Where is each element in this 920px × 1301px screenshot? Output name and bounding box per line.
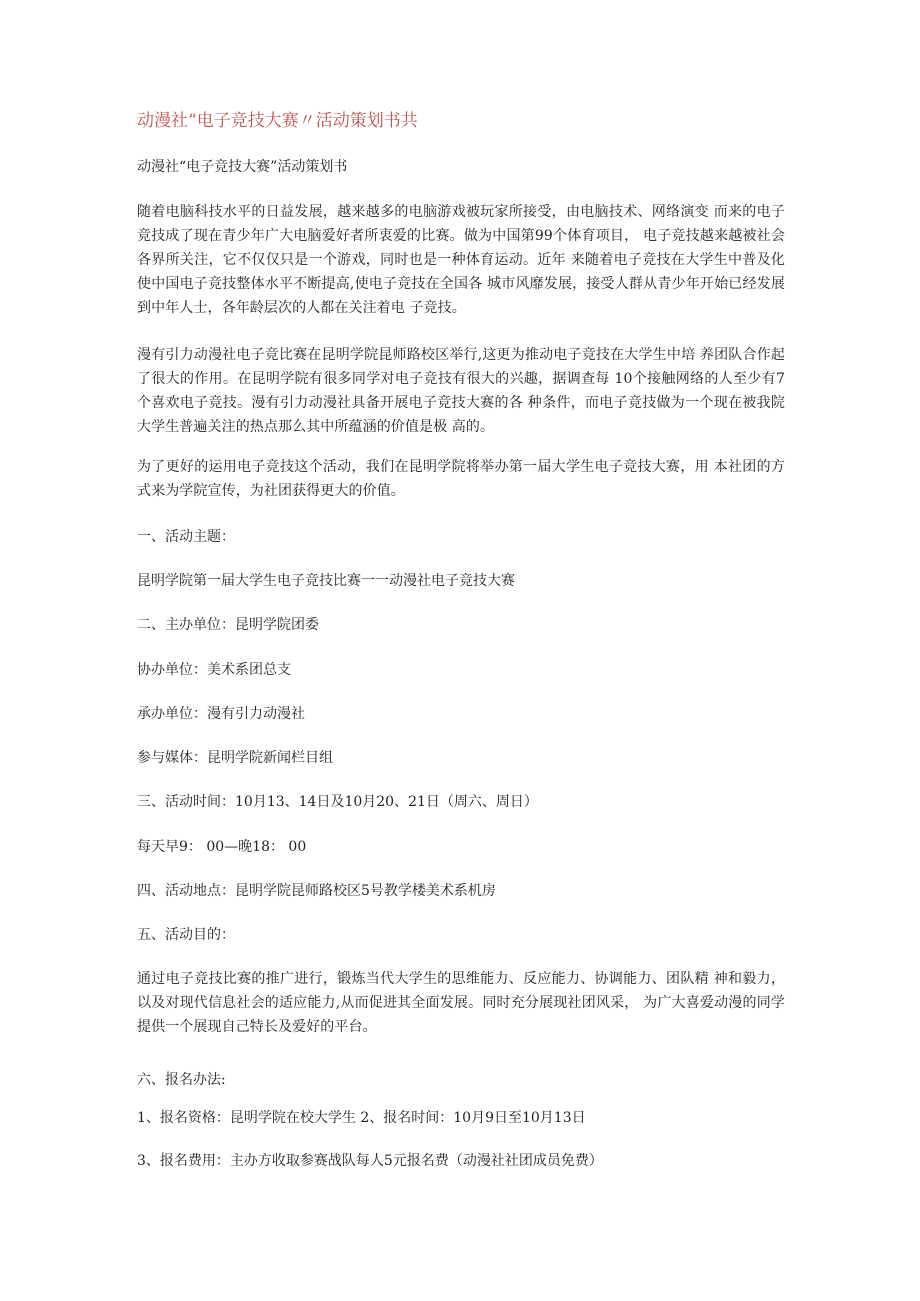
purpose-heading: 五、活动目的： bbox=[137, 927, 235, 943]
purpose-paragraph: 通过电子竞技比赛的推广进行，锻炼当代大学生的思维能力、反应能力、协调能力、团队精 神和毅力，以及对现代信息社会的适应能力,从而促进其全面发展。同时充分展现社团风采， 为广大喜爱动漫的同学提供一个展现自己特长及爱好的平台。 bbox=[137, 971, 785, 1035]
theme-text: 昆明学院第一届大学生电子竞技比赛一一动漫社电子竞技大赛 bbox=[137, 573, 515, 589]
host-line: 二、主办单位：昆明学院团委 bbox=[137, 617, 319, 633]
document-title: 动漫社“电子竞技大赛〃活动策划书共 bbox=[137, 111, 418, 131]
organizer-line: 承办单位：漫有引力动漫社 bbox=[137, 706, 305, 722]
media-line: 参与媒体：昆明学院新闻栏目组 bbox=[137, 750, 333, 766]
registration-heading: 六、报名办法: bbox=[137, 1072, 226, 1088]
registration-line-2: 3、报名费用：主办方收取参赛战队每人5元报名费（动漫社社团成员免费） bbox=[137, 1153, 603, 1169]
club-paragraph: 漫有引力动漫社电子竞比赛在昆明学院昆师路校区举行,这更为推动电子竞技在大学生中培 养团队合作起了很大的作用。在昆明学院有很多同学对电子竞技有很大的兴趣，据调查每 10个接触网络的人至少有7个喜欢电子竞技。漫有引力动漫社具备开展电子竞技大赛的各 种条件，而电子竞技做为一个现在被我院大学生普遍关注的热点那么其中所蕴涵的价值是极 高的。 bbox=[137, 347, 785, 435]
theme-heading: 一、活动主题： bbox=[137, 529, 235, 545]
daily-hours: 每天早9： 00—晚18： 00 bbox=[137, 839, 307, 855]
registration-line-1: 1、报名资格：昆明学院在校大学生 2、报名时间：10月9日至10月13日 bbox=[137, 1110, 586, 1126]
venue-line: 四、活动地点：昆明学院昆师路校区5号教学楼美术系机房 bbox=[137, 883, 496, 899]
co-host-line: 协办单位：美术系团总支 bbox=[137, 662, 291, 678]
intro-paragraph: 随着电脑科技水平的日益发展，越来越多的电脑游戏被玩家所接受，由电脑技术、网络演变 而来的电子竞技成了现在青少年广大电脑爱好者所衷爱的比赛。做为中国第99个体育项目， 电子竞技越来越被社会各界所关注，它不仅仅只是一个游戏，同时也是一种体育运动。近年 来随着电子竞技在大学生中普及化使中国电子竞技整体水平不断提高,使电子竞技在全国各 城市风靡发展，接受人群从青少年开始已经发展到中年人士，各年龄层次的人都在关注着电 子竞技。 bbox=[137, 204, 785, 316]
time-line: 三、活动时间：10月13、14日及10月20、21日（周六、周日） bbox=[137, 794, 538, 810]
goal-paragraph: 为了更好的运用电子竞技这个活动，我们在昆明学院将举办第一届大学生电子竞技大赛，用 本社团的方式来为学院宣传，为社团获得更大的价值。 bbox=[137, 459, 785, 499]
document-subtitle: 动漫社“电子竞技大赛”活动策划书 bbox=[137, 159, 348, 175]
